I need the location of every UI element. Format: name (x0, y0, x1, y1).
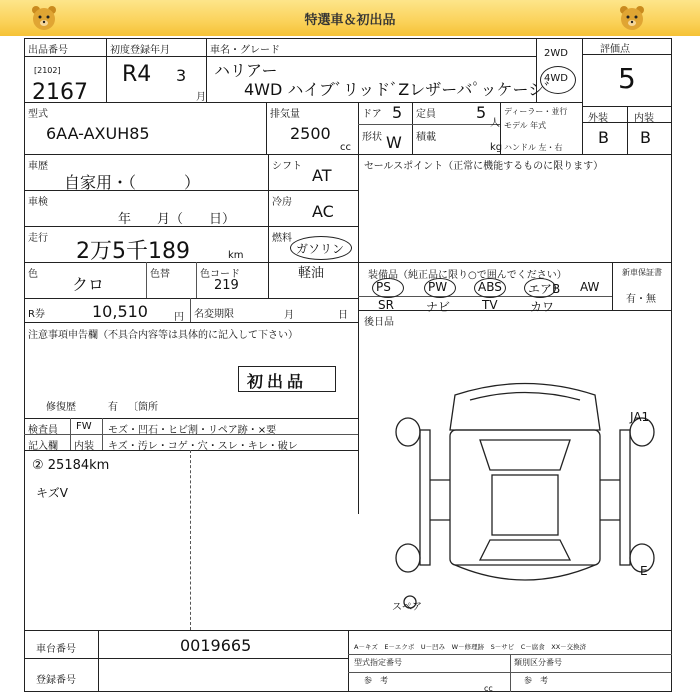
load-label: 積載 (416, 132, 436, 143)
fw-items: モズ・凹石・ヒビ割・リペア跡・×要 (108, 425, 277, 436)
shape-label: 形状 (362, 132, 382, 143)
equipment-label: 装備品（純正品に限り○で囲んでください） (368, 270, 567, 281)
recycle-value: 10,510 (92, 302, 148, 321)
spare-wheel-label: スペア (392, 602, 422, 613)
header-banner (0, 0, 700, 36)
aircon-value: AC (312, 202, 334, 221)
displacement-label: 排気量 (270, 109, 300, 120)
exterior-grade: B (598, 128, 609, 147)
yen-unit: 円 (174, 312, 184, 323)
equipment-circle (524, 278, 556, 298)
equipment-item: エアB (528, 282, 561, 296)
aircon-label: 冷房 (272, 197, 292, 208)
model-year-label: モデル 年式 (504, 121, 547, 130)
equipment-item: ナビ (426, 300, 451, 314)
fuel-label: 燃料 (272, 233, 292, 244)
eval-label: 評価点 (600, 44, 630, 55)
equipment-item: AW (580, 280, 600, 294)
interior-label: 内装 (634, 113, 654, 124)
color-label: 色 (28, 269, 38, 280)
repair-place: 〔箇所 (128, 402, 158, 413)
interior-items: キズ・汚レ・コゲ・穴・スレ・キレ・破レ (108, 441, 298, 452)
eval-score: 5 (618, 62, 636, 95)
warranty-label: 新車保証書 (622, 268, 662, 277)
reg-year: R4 (122, 62, 152, 87)
month-label: 月 (284, 310, 294, 321)
equipment-item: TV (482, 298, 498, 312)
first-listing-stamp (238, 366, 336, 392)
color-code-label: 色コード (200, 269, 240, 280)
registration-label: 登録番号 (36, 675, 76, 686)
repair-label: 修復歴 (46, 402, 76, 413)
equipment-circle (424, 278, 456, 298)
diagram-mark-ja1: JA1 (630, 410, 650, 424)
history-value: 自家用・（ ） (64, 173, 201, 192)
cc-unit: cc (340, 142, 351, 153)
chassis-number: 0019665 (180, 636, 252, 655)
inspector-label: 検査員 (28, 425, 58, 436)
lot-number: 2167 (32, 80, 88, 105)
mileage-label: 走行 (28, 233, 48, 244)
shape-value: W (386, 133, 402, 152)
car-grade: 4WD ハイブﾞリッドﾞZレザーバﾟッケーシﾞ (244, 80, 553, 99)
cm-unit-1: cc (484, 684, 493, 693)
ref-label-2: 参 考 (524, 676, 548, 685)
mileage-value: 2万5千189 (76, 239, 190, 264)
reg-month: 3 (176, 66, 187, 85)
fuel-gasoline: ガソリン (296, 242, 345, 256)
drive-4wd: 4WD (544, 73, 568, 84)
lot-label: 出品番号 (28, 45, 68, 56)
fw-label: FW (76, 421, 92, 432)
model-code: 6AA-AXUH85 (46, 124, 150, 143)
color-value: クロ (72, 275, 105, 294)
color-change-label: 色替 (150, 269, 170, 280)
capacity-label: 定員 (416, 109, 436, 120)
interior-check-label: 内装 (74, 441, 94, 452)
repair-have: 有 (108, 402, 118, 413)
chassis-label: 車台番号 (36, 644, 76, 655)
history-label: 車歴 (28, 161, 48, 172)
diagram-mark-e: E (640, 564, 648, 578)
dealer-label: ディーラー・並行 (504, 107, 568, 116)
equipment-item: ABS (478, 280, 502, 294)
damage-legend: A－キズ E－エクボ U－凹み W－修理跡 S－サビ C－腐食 XX－交換済 (354, 643, 587, 651)
equipment-circle (474, 278, 506, 298)
equipment-item: PW (428, 280, 448, 294)
name-grade-label: 車名・グレード (210, 45, 280, 56)
notes-label: 注意事項申告欄（不具合内容等は具体的に記入して下さい） (28, 330, 298, 341)
class-no-label: 類別区分番号 (514, 658, 562, 667)
exterior-label: 外装 (588, 113, 608, 124)
km-unit: km (228, 250, 244, 261)
model-spec-label: 型式指定番号 (354, 658, 402, 667)
equipment-circle (372, 278, 404, 298)
capacity-value: 5 (476, 103, 487, 122)
equipment-item: カワ (530, 300, 555, 314)
stamp-text: 初出品 (247, 372, 308, 391)
inspection-value: 年 月（ 日） (118, 212, 236, 227)
car-name: ハリアー (214, 61, 278, 80)
shift-label: シフト (272, 161, 302, 172)
month-suffix: 月 (196, 92, 206, 103)
memo-note: キズV (36, 486, 68, 500)
color-code-value: 219 (214, 278, 239, 293)
interior-grade: B (640, 128, 651, 147)
doors-value: 5 (392, 103, 403, 122)
inspection-label: 車検 (28, 197, 48, 208)
kg-unit: kg (490, 142, 503, 153)
drive-2wd: 2WD (544, 48, 568, 59)
handle-label: ハンドル 左・右 (504, 143, 563, 152)
sales-point-label: セールスポイント（正常に機能するものに限ります） (364, 161, 604, 172)
vehicle-damage-diagram (380, 370, 670, 610)
bear-mascot-icon (618, 4, 646, 32)
equipment-item: SR (378, 298, 394, 312)
fuel-diesel: 軽油 (298, 266, 325, 281)
shift-value: AT (312, 166, 332, 185)
warranty-value: 有・無 (626, 294, 656, 305)
record-label: 記入欄 (28, 441, 58, 452)
memo-mileage: ② 25184km (32, 458, 110, 473)
day-label: 日 (338, 310, 348, 321)
name-change-label: 名変期限 (194, 309, 234, 320)
doors-label: ドア (362, 109, 382, 120)
auction-code: [2102] (34, 66, 61, 75)
recycle-label: R券 (28, 309, 45, 320)
model-label: 型式 (28, 109, 48, 120)
displacement-value: 2500 (290, 124, 331, 143)
ref-label-1: 参 考 (364, 676, 388, 685)
page-title: 特選車＆初出品 (304, 13, 396, 28)
equipment-item: PS (376, 280, 391, 294)
after-label: 後日品 (364, 317, 394, 328)
first-reg-label: 初度登録年月 (110, 45, 170, 56)
capacity-unit: 人 (490, 118, 500, 129)
